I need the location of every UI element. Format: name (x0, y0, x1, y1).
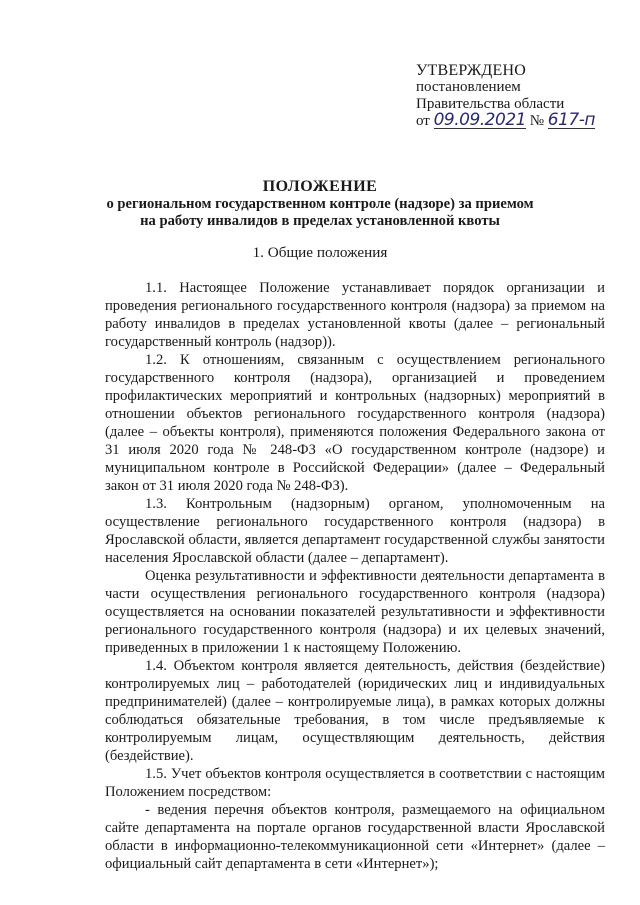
approved-by-line: постановлением (416, 79, 521, 95)
number-sign: № (529, 113, 545, 129)
approval-stamp (416, 62, 595, 130)
section-heading: 1. Общие положения (252, 244, 388, 261)
paragraph-1-5: 1.5. Учет объектов контроля осуществляется в соответствии с настоящим Положением посредством: (105, 766, 605, 800)
handwritten-date: 09.09.2021 (433, 110, 526, 130)
approved-label: УТВЕРЖДЕНО (416, 62, 527, 79)
paragraph-1-2: 1.2. К отношениям, связанным с осуществлением регионального государственного контроля (надзора), организацией и проведением профилактических мероприятий и контрольных (надзорных) мероприятий в отношении объектов регионального государственного контроля (надзора) (далее – объекты контроля), применяются положения Федерального закона от 31 июля 2020 года № 248-ФЗ «О государственном контроле (надзоре) и муниципальном контроле в Российской Федерации» (далее – Федеральный закон от 31 июля 2020 года № 248-ФЗ). (105, 352, 605, 494)
title-heading: ПОЛОЖЕНИЕ (262, 178, 378, 195)
paragraph-list-item: - ведения перечня объектов контроля, размещаемого на официальном сайте департамента на портале органов государственной власти Ярославской области в информационно-телекоммуникационной сети «Интернет» (далее – официальный сайт департамента в сети «Интернет»); (105, 802, 605, 872)
handwritten-number: 617-п (547, 110, 595, 130)
date-number-line (416, 110, 595, 130)
from-label: от (416, 113, 430, 129)
document-title (0, 177, 640, 230)
title-line-2: на работу инвалидов в пределах установленной квоты (140, 213, 500, 229)
paragraph-1-4: 1.4. Объектом контроля является деятельность, действия (бездействие) контролируемых лиц – работодателей (юридических лиц и индивидуальных предпринимателей) (далее – контролируемые лица), в рамках которых должны соблюдаться обязательные требования, в том числе предъявляемые к контролируемым лицам, осуществляющим деятельность, действия (бездействие). (105, 658, 605, 764)
title-line-1: о региональном государственном контроле (надзоре) за приемом (106, 196, 534, 212)
paragraph-1-3: 1.3. Контрольным (надзорным) органом, уполномоченным на осуществление регионального государственного контроля (надзора) в Ярославской области, является департамент государственной службы занятости населения Ярославской области (далее – департамент). (105, 496, 605, 566)
paragraph-1-1: 1.1. Настоящее Положение устанавливает порядок организации и проведения регионального государственного контроля (надзора) за приемом на работу инвалидов в пределах установленной квоты (далее – региональный государственный контроль (надзор)). (105, 280, 605, 350)
government-line: Правительства области (416, 96, 565, 112)
document-body (105, 279, 605, 873)
paragraph-evaluation: Оценка результативности и эффективности деятельности департамента в части осуществления регионального государственного контроля (надзора) осуществляется на основании показателей результативности и эффективности регионального государственного контроля (надзора) и их целевых значений, приведенных в приложении 1 к настоящему Положению. (105, 568, 605, 656)
